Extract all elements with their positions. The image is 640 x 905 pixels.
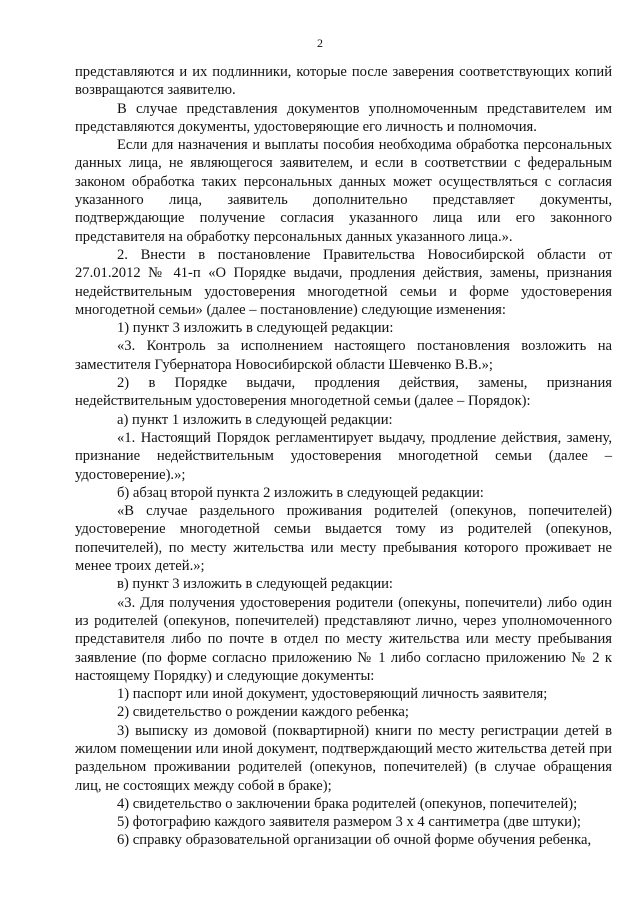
list-item-education-certificate: 6) справку образовательной организации об очной форме обучения ребенка, <box>117 832 592 849</box>
document-body <box>75 63 612 850</box>
paragraph-quote-separate-living: «В случае раздельного проживания родителей (опекунов, попечителей) удостоверение многодетной семьи выдается тому из родителей (опекунов, попечителей), по месту жительства или месту пребывания которого проживает не менее троих детей.»; <box>75 503 612 575</box>
paragraph-subitem-v: в) пункт 3 изложить в следующей редакции: <box>117 576 393 593</box>
paragraph-representative: В случае представления документов уполномоченным представителем им представляются документы, удостоверяющие его личность и полномочия. <box>75 100 612 135</box>
paragraph-quote-1: «1. Настоящий Порядок регламентирует выдачу, продление действия, замену, признание недействительным удостоверения многодетной семьи (далее – удостоверение).»; <box>75 429 612 483</box>
paragraph-continuation: представляются и их подлинники, которые после заверения соответствующих копий возвращаются заявителю. <box>75 64 612 99</box>
list-item-passport: 1) паспорт или иной документ, удостоверяющий личность заявителя; <box>117 686 548 703</box>
paragraph-subitem-a: а) пункт 1 изложить в следующей редакции: <box>117 411 393 428</box>
paragraph-item-2: 2. Внести в постановление Правительства Новосибирской области от 27.01.2012 № 41-п «О Порядке выдачи, продления действия, замены, признания недействительным удостоверения многодетной семьи и форме удостоверения многодетной семьи» (далее – постановление) следующие изменения: <box>75 246 612 318</box>
list-item-birth-certificate: 2) свидетельство о рождении каждого ребенка; <box>117 704 409 721</box>
list-item-marriage-certificate: 4) свидетельство о заключении брака родителей (опекунов, попечителей); <box>117 795 578 812</box>
list-item-photo: 5) фотографию каждого заявителя размером 3 х 4 сантиметра (две штуки); <box>117 814 581 831</box>
paragraph-quote-3: «3. Контроль за исполнением настоящего постановления возложить на заместителя Губернатора Новосибирской области Шевченко В.В.»; <box>75 338 612 373</box>
paragraph-subitem-1: 1) пункт 3 изложить в следующей редакции: <box>117 320 394 337</box>
page-number: 2 <box>317 36 323 50</box>
paragraph-subitem-b: б) абзац второй пункта 2 изложить в следующей редакции: <box>117 484 484 501</box>
list-item-house-book-extract: 3) выписку из домовой (поквартирной) книги по месту регистрации детей в жилом помещении или иной документ, подтверждающий место жительства детей при раздельном проживании родителей (опекунов, попечителей) (в случае обращения лиц, не состоящих между собой в браке); <box>75 722 612 794</box>
paragraph-quote-3-documents: «3. Для получения удостоверения родители (опекуны, попечители) либо один из родителей (опекунов, попечителей) представляют лично, через уполномоченного представителя либо по почте в отдел по месту жительства или месту пребывания заявление (по форме согласно приложению № 1 либо согласно приложению № 2 к настоящему Порядку) и следующие документы: <box>75 594 612 684</box>
paragraph-personal-data: Если для назначения и выплаты пособия необходима обработка персональных данных лица, не являющегося заявителем, и если в соответствии с федеральным законом обработка таких персональных данных может осуществляться с согласия указанного лица, заявитель дополнительно представляет документы, подтверждающие получение согласия указанного лица или его законного представителя на обработку персональных данных указанного лица.». <box>75 137 612 245</box>
paragraph-subitem-2: 2) в Порядке выдачи, продления действия, замены, признания недействительным удостоверения многодетной семьи (далее – Порядок): <box>75 375 612 410</box>
